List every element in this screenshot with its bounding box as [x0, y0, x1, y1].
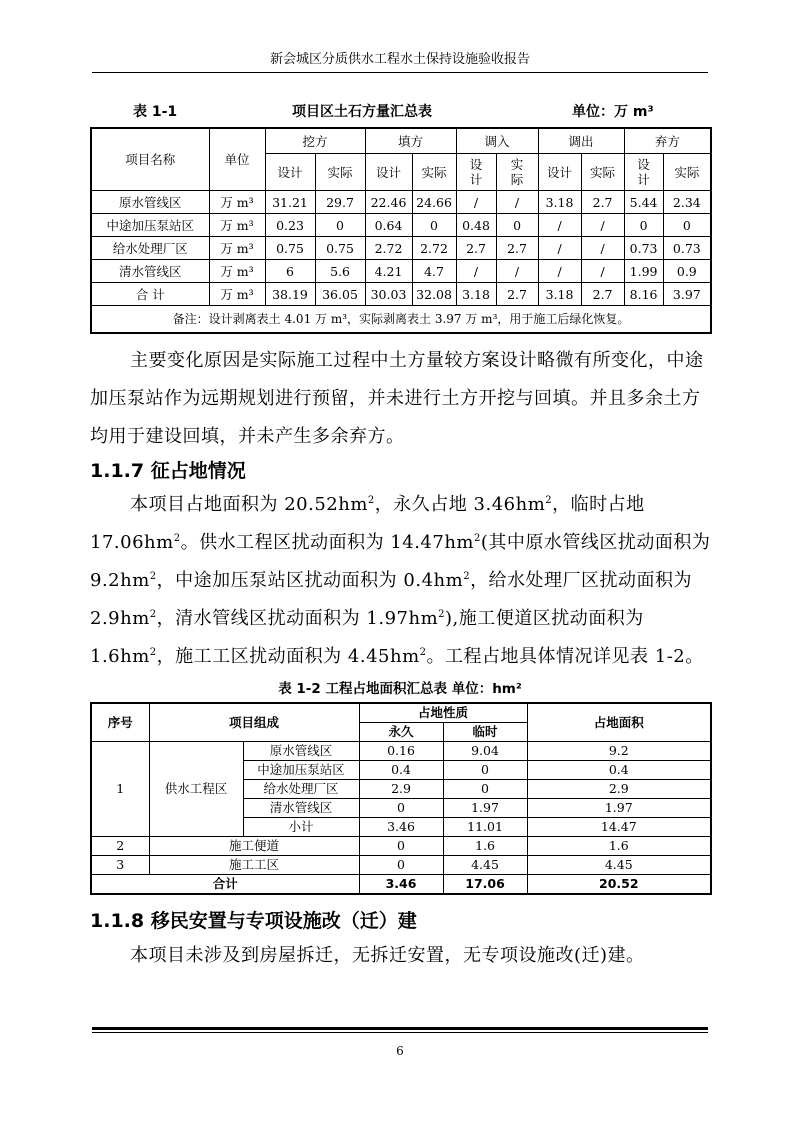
- row-temporary: 9.04: [443, 742, 527, 761]
- land-area-table: [90, 702, 712, 895]
- row-value: /: [538, 260, 581, 283]
- row-group-name: 供水工程区: [149, 742, 243, 837]
- subheader-design: 设计: [265, 154, 315, 191]
- row-value: 3.97: [663, 283, 711, 306]
- row-name: 原水管线区: [91, 191, 209, 214]
- col-header-area: 占地面积: [527, 703, 711, 742]
- table-row: [91, 237, 711, 260]
- row-sub-name: 原水管线区: [243, 742, 359, 761]
- col-header-temporary: 临时: [443, 723, 527, 742]
- row-value: 0.75: [265, 237, 315, 260]
- section-heading-resettlement: 1.1.8 移民安置与专项设施改（迁）建: [90, 910, 417, 932]
- row-value: 3.18: [456, 283, 496, 306]
- row-value: 22.46: [365, 191, 412, 214]
- section-heading-land-occupation: 1.1.7 征占地情况: [90, 460, 246, 482]
- row-value: 31.21: [265, 191, 315, 214]
- row-unit: 万 m³: [209, 283, 265, 306]
- subheader-actual: 实际: [663, 154, 711, 191]
- running-header: 新会城区分质供水工程水土保持设施验收报告: [269, 52, 530, 67]
- footer-rule-thin: [92, 1032, 708, 1033]
- table1-note: 备注：设计剥离表土 4.01 万 m³，实际剥离表土 3.97 万 m³，用于施工后绿化恢复。: [91, 306, 711, 334]
- row-value: 2.7: [581, 191, 624, 214]
- row-value: 0.23: [265, 214, 315, 237]
- subheader-actual: 实际: [581, 154, 624, 191]
- row-value: 2.72: [365, 237, 412, 260]
- table1-title: 项目区土石方量汇总表: [292, 104, 432, 120]
- row-value: /: [538, 237, 581, 260]
- total-temporary: 17.06: [443, 875, 527, 895]
- row-temporary: 11.01: [443, 818, 527, 837]
- row-permanent: 3.46: [359, 818, 443, 837]
- paragraph-change-reason: 主要变化原因是实际施工过程中土方量较方案设计略微有所变化，中途加压泵站作为远期规划进行预留，并未进行土方开挖与回填。并且多余土方均用于建设回填，并未产生多余弃方。: [90, 350, 704, 447]
- row-value: /: [581, 214, 624, 237]
- row-value: 1.99: [624, 260, 663, 283]
- row-value: 3.18: [538, 283, 581, 306]
- row-name: 给水处理厂区: [91, 237, 209, 260]
- row-value: /: [456, 191, 496, 214]
- row-area: 0.4: [527, 761, 711, 780]
- row-unit: 万 m³: [209, 260, 265, 283]
- row-sub-name: 给水处理厂区: [243, 780, 359, 799]
- row-area: 1.97: [527, 799, 711, 818]
- row-value: 2.72: [412, 237, 456, 260]
- table-row: [91, 856, 711, 875]
- group-header-transfer-out: 调出: [538, 128, 624, 154]
- page-number: 6: [396, 1044, 404, 1058]
- row-unit: 万 m³: [209, 214, 265, 237]
- row-value: /: [581, 260, 624, 283]
- row-value: 0.64: [365, 214, 412, 237]
- row-value: 0: [624, 214, 663, 237]
- header-rule: [92, 72, 708, 73]
- row-name: 合 计: [91, 283, 209, 306]
- row-value: 0.73: [663, 237, 711, 260]
- total-label: 合计: [91, 875, 359, 895]
- row-value: 24.66: [412, 191, 456, 214]
- row-value: 29.7: [315, 191, 365, 214]
- row-temporary: 1.97: [443, 799, 527, 818]
- row-value: 0.48: [456, 214, 496, 237]
- table-row: [91, 742, 711, 761]
- row-value: 0: [412, 214, 456, 237]
- row-value: 0.75: [315, 237, 365, 260]
- row-value: 32.08: [412, 283, 456, 306]
- row-area: 4.45: [527, 856, 711, 875]
- col-header-unit: 单位: [209, 128, 265, 191]
- col-header-nature: 占地性质: [359, 703, 527, 723]
- row-value: /: [496, 191, 538, 214]
- row-value: 0: [496, 214, 538, 237]
- row-value: 4.7: [412, 260, 456, 283]
- row-no: 2: [91, 837, 149, 856]
- earthwork-summary-table: [90, 127, 712, 334]
- row-name: 施工工区: [149, 856, 359, 875]
- row-value: 0.73: [624, 237, 663, 260]
- group-header-excavation: 挖方: [265, 128, 365, 154]
- row-no: 1: [91, 742, 149, 837]
- table2-caption: 表 1-2 工程占地面积汇总表 单位：hm²: [278, 681, 522, 697]
- paragraph-land-occupation: 本项目占地面积为 $20.52hm^2$，永久占地 $3.46hm^2$，临时占地 $17.06hm^2$。供水工程区扰动面积为 $14.47hm^2$(其中原水管线区扰动面积为 $9.2hm^2$，中途加压泵站区扰动面积为 $0.4hm^2$，给水处理厂区扰动面积为 $2.9hm^2$，清水管线区扰动面积为 $1.97hm^2$),施工便道区扰动面积为 $1.6hm^2$，施工工区扰动面积为 $4.45hm^2$。工程占地具体情况详见表 1-2。: [90, 494, 711, 667]
- row-area: 2.9: [527, 780, 711, 799]
- row-value: 2.7: [496, 283, 538, 306]
- subheader-actual: 实际: [412, 154, 456, 191]
- row-value: 2.34: [663, 191, 711, 214]
- row-sub-name: 中途加压泵站区: [243, 761, 359, 780]
- total-permanent: 3.46: [359, 875, 443, 895]
- table-row: [91, 214, 711, 237]
- row-value: 30.03: [365, 283, 412, 306]
- row-value: 38.19: [265, 283, 315, 306]
- row-permanent: 0: [359, 856, 443, 875]
- row-value: 2.7: [581, 283, 624, 306]
- row-unit: 万 m³: [209, 237, 265, 260]
- row-value: 36.05: [315, 283, 365, 306]
- row-sub-name: 小计: [243, 818, 359, 837]
- subheader-design: 设计: [365, 154, 412, 191]
- group-header-fill: 填方: [365, 128, 456, 154]
- row-permanent: 0: [359, 799, 443, 818]
- row-permanent: 0.16: [359, 742, 443, 761]
- row-value: 5.44: [624, 191, 663, 214]
- row-value: 3.18: [538, 191, 581, 214]
- col-header-name: 项目名称: [91, 128, 209, 191]
- table-row: [91, 283, 711, 306]
- row-temporary: 0: [443, 761, 527, 780]
- subheader-design: 设 计: [624, 154, 663, 191]
- row-permanent: 0.4: [359, 761, 443, 780]
- row-no: 3: [91, 856, 149, 875]
- row-permanent: 0: [359, 837, 443, 856]
- row-area: 14.47: [527, 818, 711, 837]
- total-area: 20.52: [527, 875, 711, 895]
- row-value: 0.9: [663, 260, 711, 283]
- row-temporary: 1.6: [443, 837, 527, 856]
- subheader-actual: 实 际: [496, 154, 538, 191]
- row-value: 0: [315, 214, 365, 237]
- subheader-actual: 实际: [315, 154, 365, 191]
- footer-rule-thick: [92, 1027, 708, 1030]
- row-temporary: 0: [443, 780, 527, 799]
- row-value: 6: [265, 260, 315, 283]
- table-row: [91, 837, 711, 856]
- row-sub-name: 清水管线区: [243, 799, 359, 818]
- col-header-no: 序号: [91, 703, 149, 742]
- col-header-permanent: 永久: [359, 723, 443, 742]
- row-value: 8.16: [624, 283, 663, 306]
- row-name: 施工便道: [149, 837, 359, 856]
- table-row: [91, 260, 711, 283]
- row-value: 0: [663, 214, 711, 237]
- row-unit: 万 m³: [209, 191, 265, 214]
- table1-unit: 单位：万 m³: [572, 104, 654, 120]
- row-value: /: [538, 214, 581, 237]
- row-area: 1.6: [527, 837, 711, 856]
- table-row: [91, 191, 711, 214]
- paragraph-resettlement: 本项目未涉及到房屋拆迁，无拆迁安置，无专项设施改(迁)建。: [130, 945, 645, 966]
- row-value: 2.7: [456, 237, 496, 260]
- row-name: 清水管线区: [91, 260, 209, 283]
- row-value: /: [456, 260, 496, 283]
- subheader-design: 设计: [538, 154, 581, 191]
- row-permanent: 2.9: [359, 780, 443, 799]
- subheader-design: 设 计: [456, 154, 496, 191]
- row-name: 中途加压泵站区: [91, 214, 209, 237]
- table1-number: 表 1-1: [133, 104, 178, 120]
- row-value: 5.6: [315, 260, 365, 283]
- row-value: 2.7: [496, 237, 538, 260]
- group-header-spoil: 弃方: [624, 128, 711, 154]
- group-header-transfer-in: 调入: [456, 128, 538, 154]
- row-value: /: [496, 260, 538, 283]
- row-value: 4.21: [365, 260, 412, 283]
- table-total-row: [91, 875, 711, 895]
- col-header-component: 项目组成: [149, 703, 359, 742]
- row-area: 9.2: [527, 742, 711, 761]
- row-temporary: 4.45: [443, 856, 527, 875]
- row-value: /: [581, 237, 624, 260]
